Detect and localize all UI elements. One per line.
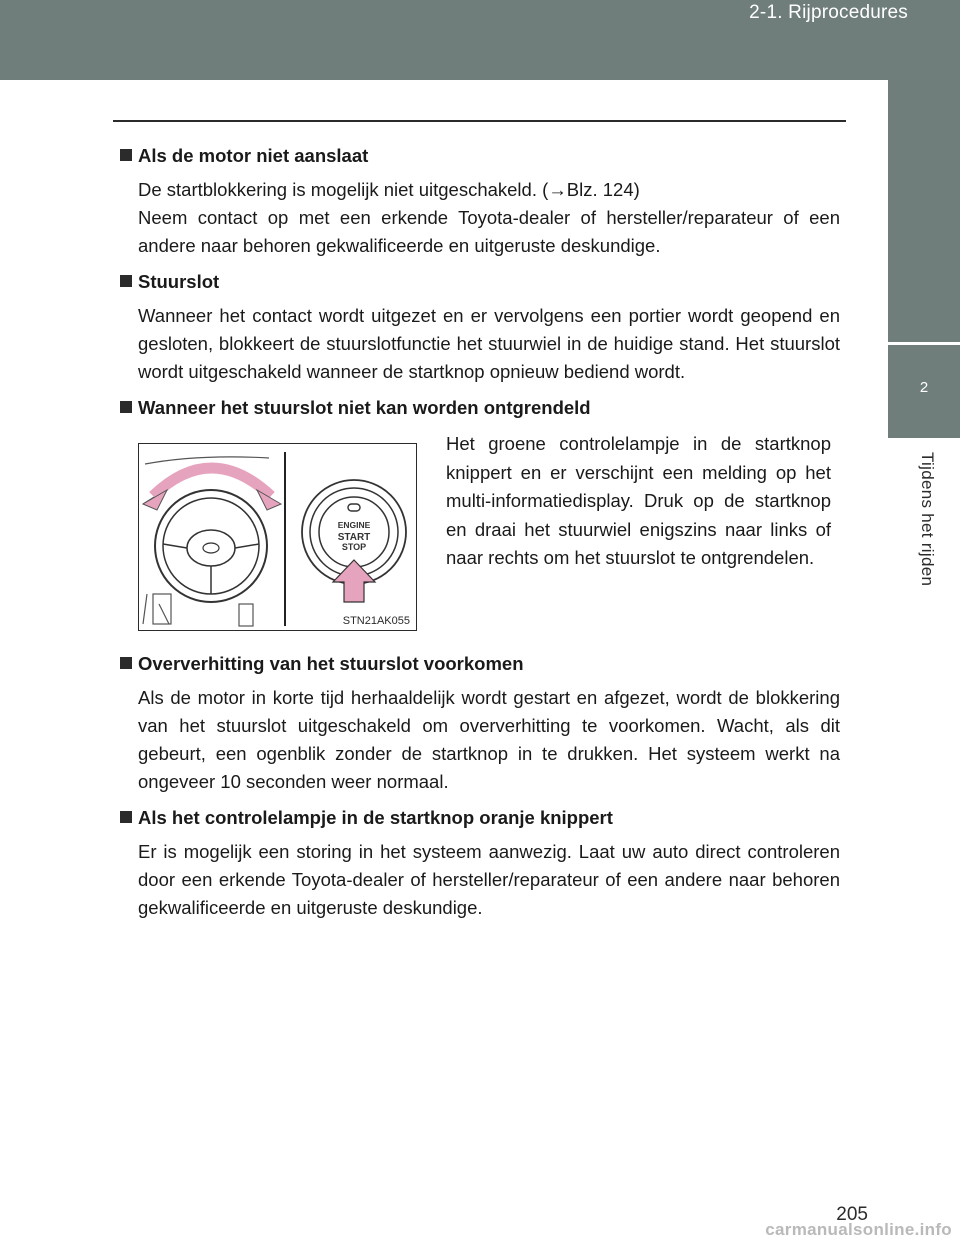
- illustration-steering-start-button: [138, 443, 417, 631]
- bullet-square-icon: [120, 401, 132, 413]
- button-label-start: START: [337, 532, 371, 543]
- section-heading: Oververhitting van het stuurslot voorkomen: [138, 653, 524, 674]
- chapter-number: 2: [919, 379, 929, 396]
- paragraph: Wanneer het contact wordt uitgezet en er vervolgens een portier wordt geopend en gesloten, blokkeert de stuurslotfunctie het stuurwiel in de huidige stand. Het stuurslot wordt uitgeschakeld wanneer de startknop opnieuw bediend wordt.: [138, 305, 840, 382]
- paragraph: Er is mogelijk een storing in het systeem aanwezig. Laat uw auto direct controleren door een erkende Toyota-dealer of hersteller/reparateur of een andere naar behoren gekwalificeerde en uitgeruste deskundige.: [138, 841, 840, 918]
- header-band: [0, 0, 960, 80]
- bullet-square-icon: [120, 811, 132, 823]
- watermark: carmanualsonline.info: [765, 1220, 952, 1239]
- page-number: 205: [836, 1204, 868, 1225]
- section-heading: Als de motor niet aanslaat: [138, 145, 369, 166]
- figure-caption: Het groene controlelampje in de startknop knippert en er verschijnt een melding op het multi-informatiedisplay. Druk op de startknop en draai het stuurwiel enigszins naar links of naar rechts om het stuurslot te ontgrendelen.: [446, 433, 831, 568]
- bullet-square-icon: [120, 149, 132, 161]
- section-heading: Stuurslot: [138, 271, 220, 292]
- figure-code: STN21AK055: [342, 615, 410, 627]
- header-rule: [113, 120, 846, 122]
- chapter-label: Tijdens het rijden: [918, 452, 937, 587]
- side-band: [888, 80, 960, 342]
- bullet-square-icon: [120, 657, 132, 669]
- press-arrow-icon: [333, 560, 375, 602]
- steering-wheel-illustration: [139, 444, 415, 629]
- page-content: [120, 142, 840, 922]
- chapter-tab[interactable]: [888, 342, 960, 438]
- section-heading: Als het controlelampje in de startknop oranje knippert: [138, 807, 613, 828]
- section-stuurslot-niet-ontgrendeld: [120, 394, 840, 644]
- paragraph: Als de motor in korte tijd herhaaldelijk wordt gestart en afgezet, wordt de blokkering van het stuurslot uitgeschakeld om oververhitting te voorkomen. Wacht, als dit gebeurt, een ogenblik zonder de startknop in te drukken. Het systeem werkt na ongeveer 10 seconden weer normaal.: [138, 687, 840, 792]
- button-label-engine: ENGINE: [337, 520, 371, 530]
- section-heading: Wanneer het stuurslot niet kan worden ontgrendeld: [138, 397, 591, 418]
- button-label-stop: STOP: [341, 542, 367, 552]
- paragraph: Neem contact op met een erkende Toyota-dealer of hersteller/reparateur of een andere naar behoren gekwalificeerde en uitgeruste deskundige.: [138, 207, 840, 256]
- section-title: 2-1. Rijprocedures: [749, 2, 908, 23]
- section-controlelampje-oranje: [120, 804, 840, 922]
- section-motor-niet-aanslaat: [120, 142, 840, 260]
- section-stuurslot: [120, 268, 840, 386]
- bullet-square-icon: [120, 275, 132, 287]
- section-oververhitting: [120, 650, 840, 796]
- paragraph: De startblokkering is mogelijk niet uitgeschakeld. (→Blz. 124): [138, 179, 640, 200]
